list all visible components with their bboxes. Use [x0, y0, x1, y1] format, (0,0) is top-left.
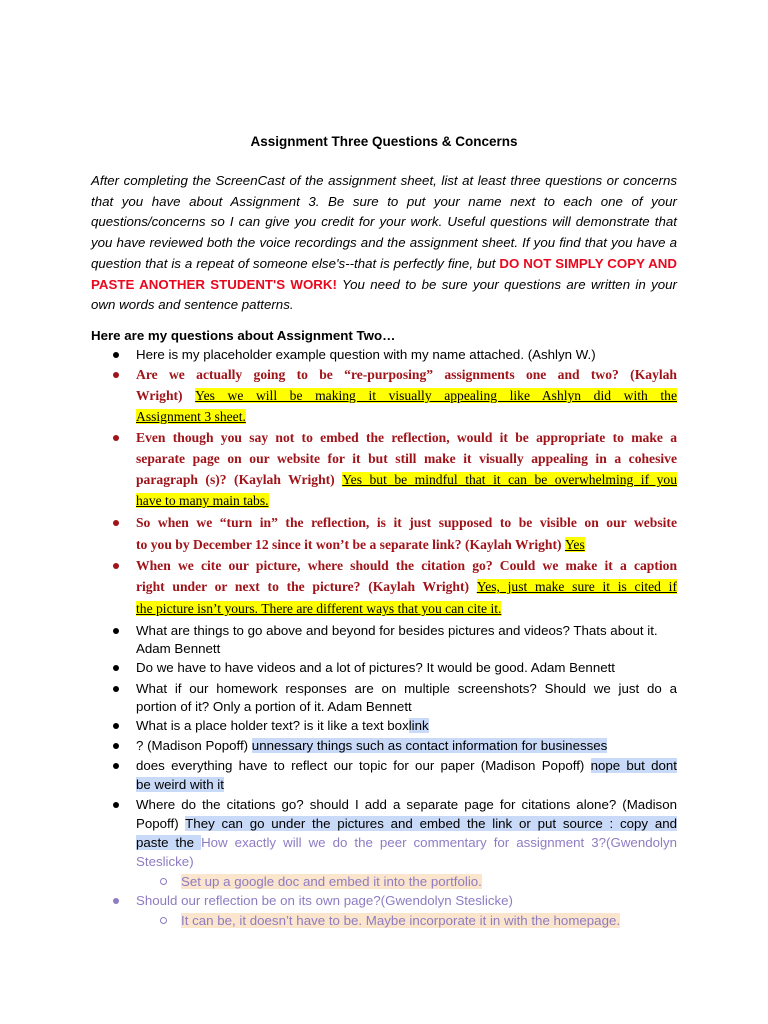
list-item-line: paragraph (s)? (Kaylah Wright) Yes but be mindful that it can be overwhelming if you [136, 472, 677, 487]
answer-highlight: be weird with it [136, 777, 224, 792]
questions-heading: Here are my questions about Assignment Two… [91, 328, 396, 343]
answer-highlight: unnessary things such as contact information for businesses [251, 738, 608, 753]
answer-highlight: have to many main tabs. [136, 493, 269, 508]
list-subitem [181, 873, 677, 891]
sub-bullet-icon [160, 912, 170, 918]
bullet-icon [113, 557, 123, 563]
bullet-icon [113, 429, 123, 435]
list-item: So when we “turn in” the reflection, is it just supposed to be visible on our website [136, 515, 677, 530]
answer-highlight: Yes but be mindful that it can be overwhelming if you [342, 472, 677, 487]
list-item: Should our reflection be on its own page?(Gwendolyn Steslicke) [136, 893, 513, 908]
bullet-icon [113, 622, 123, 628]
list-item-line [136, 492, 677, 510]
instructions-paragraph [91, 171, 677, 316]
document-title: Assignment Three Questions & Concerns [250, 134, 518, 149]
answer-highlight: Yes [564, 537, 585, 552]
list-item: ? (Madison Popoff) unnessary things such as contact information for businesses [136, 738, 608, 753]
list-item-line: to you by December 12 since it won’t be a separate link? (Kaylah Wright) Yes [136, 537, 585, 552]
list-item: Are we actually going to be “re-purposing” assignments one and two? (Kaylah [136, 367, 677, 382]
list-item-line [136, 408, 677, 426]
answer-highlight: They can go under the pictures and embed the link or put source : copy and [185, 816, 678, 831]
bullet-icon [113, 680, 123, 686]
answer-highlight: the picture isn’t yours. There are different ways that you can cite it. [136, 601, 502, 616]
answer-highlight: Assignment 3 sheet. [136, 409, 246, 424]
list-item: When we cite our picture, where should the citation go? Could we make it a caption [136, 558, 677, 573]
instructions-warning: DO NOT SIMPLY COPY AND PASTE ANOTHER STUDENT'S WORK! [91, 255, 677, 292]
bullet-icon [113, 659, 123, 665]
instructions-text-1: After completing the ScreenCast of the assignment sheet, list at least three questions or concerns that you have about Assignment 3. Be sure to put your name next to each one of your questions/concerns so I can give you credit for your work. Useful questions will demonstrate that you have reviewed both the voice recordings and the assignment sheet. If you find that you have a question that is a repeat of someone else's--that is perfectly fine, but [91, 173, 677, 271]
list-item-line: paste the How exactly will we do the peer commentary for assignment 3?(Gwendolyn [136, 835, 678, 850]
list-item: Even though you say not to embed the reflection, would it be appropriate to make a [136, 430, 677, 445]
question-purple: How exactly will we do the peer commentary for assignment 3?(Gwendolyn [201, 835, 678, 850]
bullet-icon [113, 514, 123, 520]
list-item: Do we have to have videos and a lot of pictures? It would be good. Adam Bennett [136, 660, 615, 675]
answer-highlight: nope but dont [590, 758, 677, 773]
list-item-line: separate page on our website for it but still make it visually appealing in a cohesive [136, 451, 677, 466]
list-item-line: Adam Bennett [136, 641, 221, 656]
bullet-icon [113, 717, 123, 723]
list-item-line: Wright) Yes we will be making it visually appealing like Ashlyn did with the [136, 388, 677, 403]
list-item-line: right under or next to the picture? (Kaylah Wright) Yes, just make sure it is cited if [136, 579, 677, 594]
answer-highlight: Set up a google doc and embed it into the portfolio. [181, 874, 482, 889]
list-item: What if our homework responses are on multiple screenshots? Should we just do a [136, 681, 677, 696]
bullet-icon [113, 346, 123, 352]
list-item: Where do the citations go? should I add a separate page for citations alone? (Madison [136, 797, 677, 812]
list-item-line: Steslicke) [136, 854, 194, 869]
bullet-icon [113, 737, 123, 743]
list-item-line [136, 600, 677, 618]
sub-bullet-icon [160, 873, 170, 879]
list-item: What are things to go above and beyond for besides pictures and videos? Thats about it. [136, 623, 658, 638]
list-item-line: portion of it? Only a portion of it. Adam Bennett [136, 699, 412, 714]
answer-highlight: Yes we will be making it visually appealing like Ashlyn did with the [195, 388, 677, 403]
answer-highlight: Yes, just make sure it is cited if [476, 579, 677, 594]
list-item: What is a place holder text? is it like a text boxlink [136, 718, 429, 733]
bullet-icon [113, 366, 123, 372]
bullet-icon [113, 757, 123, 763]
bullet-icon [113, 796, 123, 802]
answer-highlight: link [408, 718, 429, 733]
bullet-icon [113, 892, 123, 898]
list-subitem [181, 912, 677, 930]
instructions-text-2: You need to be sure your questions are written in your own words and sentence patterns. [91, 276, 677, 313]
list-item: does everything have to reflect our topic for our paper (Madison Popoff) nope but dont [136, 758, 677, 773]
list-item-line: Popoff) They can go under the pictures and embed the link or put source : copy and [136, 816, 678, 831]
list-item-line [136, 776, 677, 794]
answer-highlight: It can be, it doesn’t have to be. Maybe incorporate it in with the homepage. [181, 913, 621, 928]
list-item: Here is my placeholder example question with my name attached. (Ashlyn W.) [136, 347, 596, 362]
